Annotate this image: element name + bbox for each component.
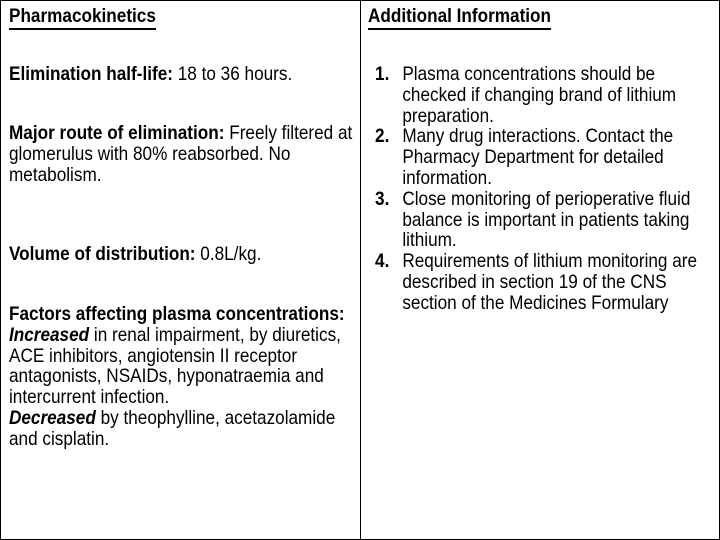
list-item	[368, 189, 718, 251]
list-item	[368, 251, 718, 313]
factors-label: Factors affecting plasma concentrations:	[9, 303, 345, 325]
half-life-paragraph	[9, 64, 355, 85]
half-life-label: Elimination half-life:	[9, 63, 173, 85]
list-item-number: 1.	[375, 63, 390, 85]
list-item-text: Plasma concentrations should be checked if changing brand of lithium preparation.	[402, 63, 677, 127]
half-life-value: 18 to 36 hours.	[172, 63, 293, 85]
decreased-label: Decreased	[9, 406, 96, 429]
route-label: Major route of elimination:	[9, 122, 225, 144]
volume-paragraph	[9, 244, 355, 265]
increased-label: Increased	[9, 323, 90, 346]
list-item-number: 4.	[375, 250, 390, 273]
column-divider	[360, 0, 361, 540]
decreased-text: by theophylline, acetazolamide and cisplatin.	[9, 406, 336, 450]
volume-label: Volume of distribution:	[9, 243, 196, 265]
list-item-text: Many drug interactions. Contact the Pharmacy Department for detailed information.	[402, 125, 674, 189]
additional-information-list	[368, 64, 718, 314]
list-item	[368, 126, 718, 188]
factors-paragraph	[9, 304, 355, 450]
volume-value: 0.8L/kg.	[195, 243, 262, 265]
additional-information-heading: Additional Information	[368, 6, 551, 30]
pharmacokinetics-heading: Pharmacokinetics	[9, 6, 156, 30]
list-item-text: Requirements of lithium monitoring are described in section 19 of the CNS section of the Medicines Formulary	[402, 250, 698, 314]
route-value: Freely filtered at glomerulus with 80% reabsorbed. No metabolism.	[9, 122, 353, 186]
list-item	[368, 64, 718, 126]
list-item-number: 2.	[375, 125, 390, 148]
increased-text: in renal impairment, by diuretics, ACE inhibitors, angiotensin II receptor antagonists, NSAIDs, hyponatraemia and intercurrent infection.	[9, 323, 341, 409]
route-paragraph	[9, 123, 355, 185]
list-item-number: 3.	[375, 187, 390, 210]
list-item-text: Close monitoring of perioperative fluid balance is important in patients taking lithium.	[402, 187, 691, 252]
